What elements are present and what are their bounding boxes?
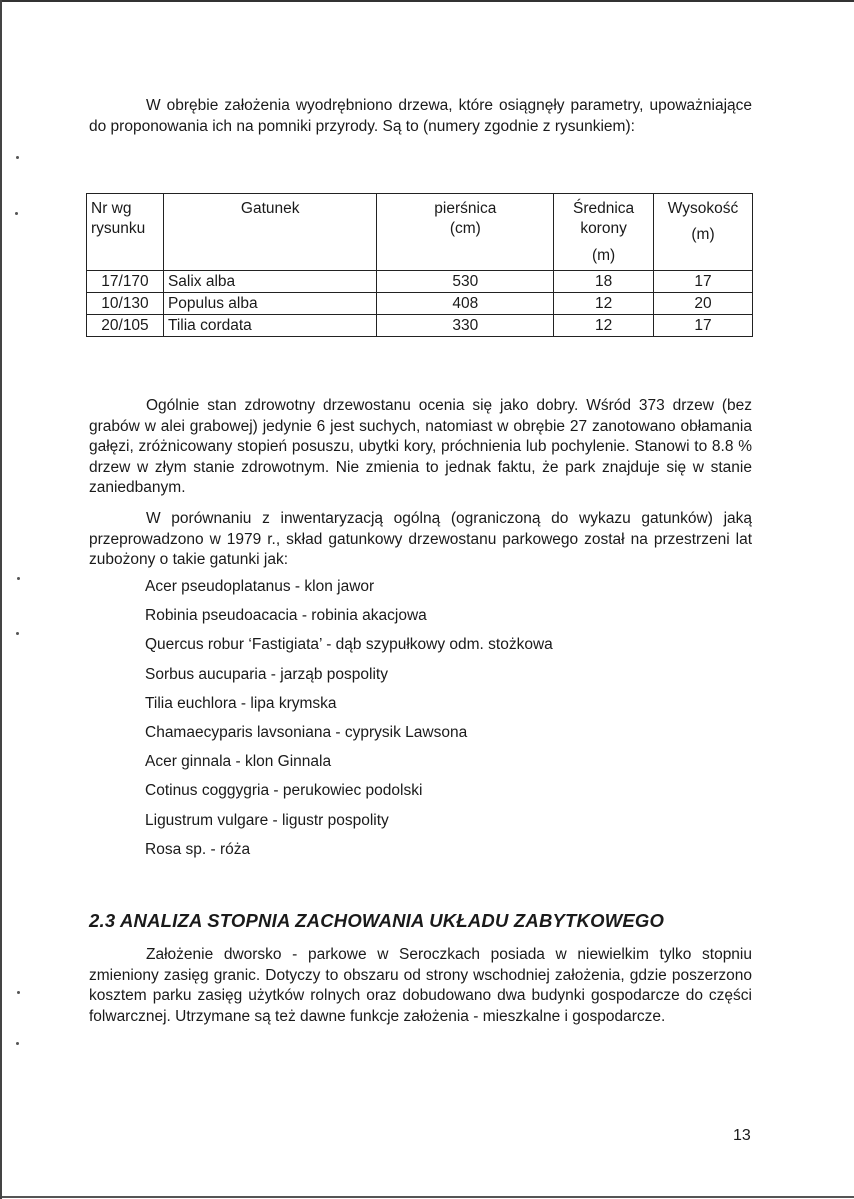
table-row [87,293,753,315]
cell-nr: 10/130 [87,293,164,315]
table-header-row [87,194,753,271]
cell-srednica: 18 [554,271,654,293]
header-nr: Nr wg rysunku [87,194,164,271]
list-item: Rosa sp. - róża [145,840,251,858]
list-item: Acer pseudoplatanus - klon jawor [145,578,375,595]
cell-srednica: 12 [554,293,654,315]
section-heading: 2.3 ANALIZA STOPNIA ZACHOWANIA UKŁADU ZABYTKOWEGO [89,910,665,931]
list-item: Chamaecyparis lavsoniana - cyprysik Lawsona [145,723,468,741]
scan-mark [16,156,19,159]
cell-wysokosc: 17 [654,271,753,293]
list-item: Quercus robur ‘Fastigiata’ - dąb szypułkowy odm. stożkowa [145,636,553,654]
cell-nr: 20/105 [87,315,164,337]
monument-trees-table [86,193,753,337]
comparison-paragraph: W porównaniu z inwentaryzacją ogólną (ograniczoną do wykazu gatunków) jaką przeprowadzono w 1979 r., skład gatunkowy drzewostanu parkowego został na przestrzeni lat zubożony o takie gatunki jak: [89,510,752,568]
scan-mark [17,991,20,994]
header-srednica: Średnica korony (m) [554,194,654,271]
cell-piersnica: 408 [377,293,554,315]
header-gatunek: Gatunek [163,194,377,271]
scan-mark [16,1042,19,1045]
cell-piersnica: 330 [377,315,554,337]
health-paragraph: Ogólnie stan zdrowotny drzewostanu ocenia się jako dobry. Wśród 373 drzew (bez grabów w alei grabowej) jedynie 6 jest suchych, natomiast w obrębie 27 zanotowano obłamania gałęzi, zróżnicowany stopień posuszu, ubytki kory, próchnienia lub pochylenie. Stanowi to 8.8 % drzew w złym stanie zdrowotnym. Nie zmienia to jednak faktu, że park znajduje się w stanie zaniedbanym. [89,397,752,496]
scan-mark [16,632,19,635]
lost-species-list [145,577,553,869]
list-item: Acer ginnala - klon Ginnala [145,753,332,771]
cell-gatunek: Tilia cordata [163,315,377,337]
scan-mark [17,577,20,580]
table-row [87,315,753,337]
cell-gatunek: Salix alba [163,271,377,293]
list-item: Ligustrum vulgare - ligustr pospolity [145,811,389,829]
intro-paragraph: W obrębie założenia wyodrębniono drzewa, które osiągnęły parametry, upoważniające do proponowania ich na pomniki przyrody. Są to (numery zgodnie z rysunkiem): [89,97,752,135]
cell-piersnica: 530 [377,271,554,293]
header-wysokosc: Wysokość (m) [654,194,753,271]
page-left-edge [0,0,2,1199]
list-item: Cotinus coggygria - perukowiec podolski [145,782,423,800]
cell-wysokosc: 20 [654,293,753,315]
page-number: 13 [733,1127,751,1144]
list-item: Tilia euchlora - lipa krymska [145,694,337,712]
scan-mark [15,212,18,215]
header-piersnica: pierśnica (cm) [377,194,554,271]
cell-nr: 17/170 [87,271,164,293]
cell-srednica: 12 [554,315,654,337]
list-item: Robinia pseudoacacia - robinia akacjowa [145,607,427,625]
cell-gatunek: Populus alba [163,293,377,315]
cell-wysokosc: 17 [654,315,753,337]
list-item: Sorbus aucuparia - jarząb pospolity [145,665,388,683]
table-row [87,271,753,293]
page-top-edge [0,0,854,2]
section-paragraph: Założenie dworsko - parkowe w Seroczkach posiada w niewielkim tylko stopniu zmieniony zasięg granic. Dotyczy to obszaru od strony wschodniej założenia, gdzie poszerzono kosztem parku zasięg użytków rolnych oraz dobudowano dwa budynki gospodarcze do części folwarcznej. Utrzymane są też dawne funkcje założenia - mieszkalne i gospodarcze. [89,946,752,1025]
page-bottom-edge [0,1196,854,1198]
